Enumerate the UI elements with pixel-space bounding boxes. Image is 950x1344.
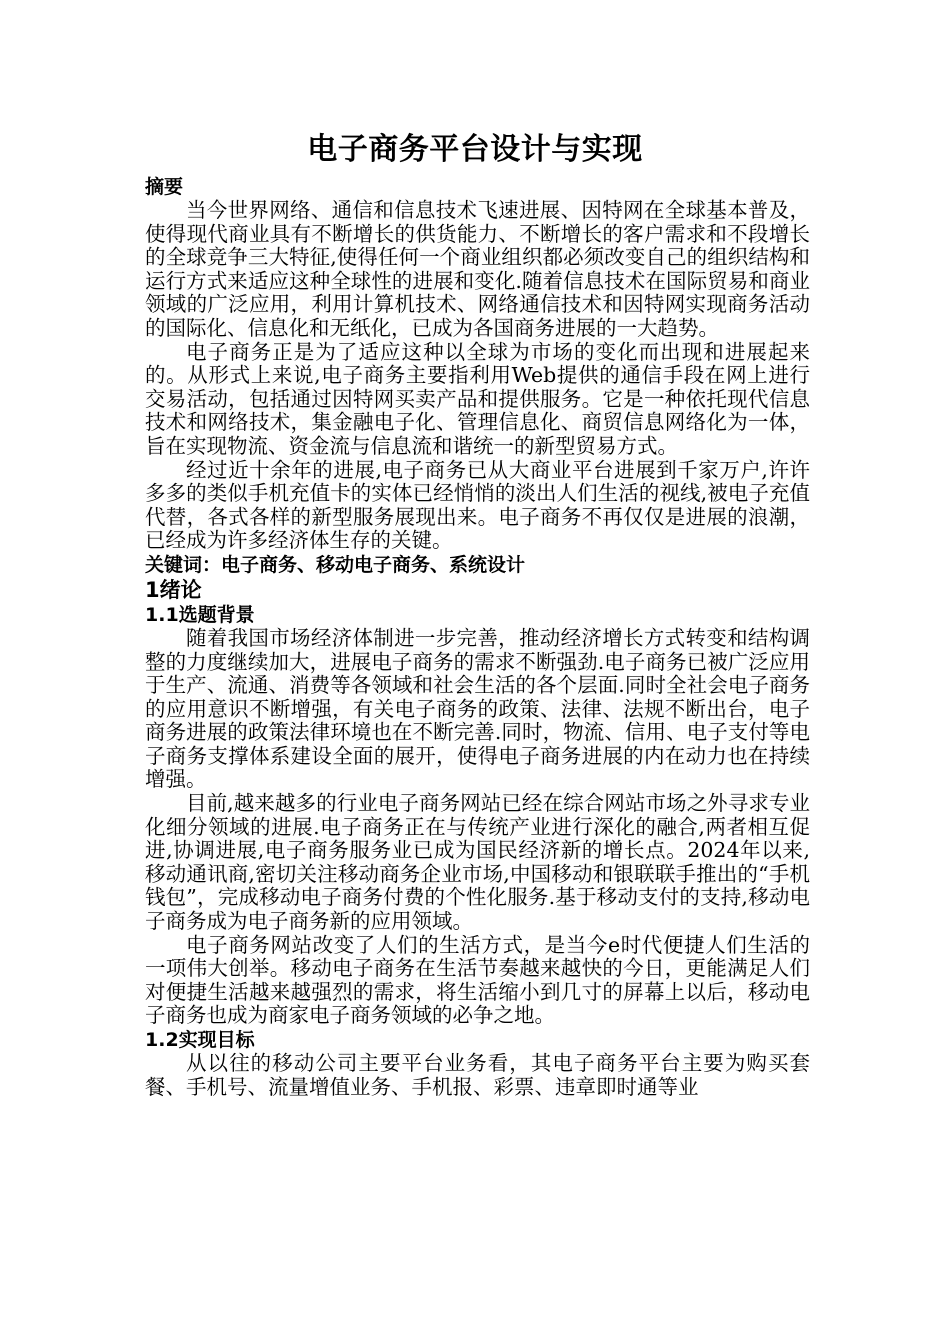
abstract-heading: 摘要: [145, 176, 184, 198]
chapter-heading: 1绪论: [145, 577, 202, 602]
abstract-paragraph: 电子商务正是为了适应这种以全球为市场的变化而出现和进展起来的。从形式上来说,电子商务主要指利用Web提供的通信手段在网上进行交易活动，包括通过因特网买卖产品和提供服务。它是一种依托现代信息技术和网络技术，集金融电子化、管理信息化、商贸信息网络化为一体，旨在实现物流、资金流与信息流和谐统一的新型贸易方式。: [145, 339, 810, 458]
abstract-paragraph: 当今世界网络、通信和信息技术飞速进展、因特网在全球基本普及，使得现代商业具有不断增长的供货能力、不断增长的客户需求和不段增长的全球竞争三大特征,使得任何一个商业组织都必须改变自己的组织结构和运行方式来适应这种全球性的进展和变化.随着信息技术在国际贸易和商业领域的广泛应用，利用计算机技术、网络通信技术和因特网实现商务活动的国际化、信息化和无纸化，已成为各国商务进展的一大趋势。: [145, 198, 810, 340]
document-title: 电子商务平台设计与实现: [307, 132, 643, 167]
body-paragraph: 随着我国市场经济体制进一步完善，推动经济增长方式转变和结构调整的力度继续加大，进展电子商务的需求不断强劲.电子商务已被广泛应用于生产、流通、消费等各领域和社会生活的各个层面.同时全社会电子商务的应用意识不断增强，有关电子商务的政策、法律、法规不断出台，电子商务进展的政策法律环境也在不断完善.同时，物流、信用、电子支付等电子商务支撑体系建设全面的展开，使得电子商务进展的内在动力也在持续增强。: [145, 625, 810, 792]
section-heading: 1.2实现目标: [145, 1029, 255, 1051]
abstract-paragraph: 经过近十余年的进展,电子商务已从大商业平台进展到千家万户,许许多多的类似手机充值卡的实体已经悄悄的淡出人们生活的视线,被电子充值代替，各式各样的新型服务展现出来。电子商务不再仅仅是进展的浪潮，已经成为许多经济体生存的关键。: [145, 457, 810, 553]
document-body: [145, 175, 810, 1099]
keywords-line: 关键词：电子商务、移动电子商务、系统设计: [145, 553, 526, 576]
section-heading: 1.1选题背景: [145, 603, 255, 626]
body-paragraph: 电子商务网站改变了人们的生活方式，是当今e时代便捷人们生活的一项伟大创举。移动电子商务在生活节奏越来越快的今日，更能满足人们对便捷生活越来越强烈的需求，将生活缩小到几寸的屏幕上以后，移动电子商务也成为商家电子商务领域的必争之地。: [145, 932, 810, 1028]
body-paragraph: 目前,越来越多的行业电子商务网站已经在综合网站市场之外寻求专业化细分领域的进展.电子商务正在与传统产业进行深化的融合,两者相互促进,协调进展,电子商务服务业已成为国民经济新的增长点。2024年以来,移动通讯商,密切关注移动商务企业市场,中国移动和银联联手推出的“手机钱包”，完成移动电子商务付费的个性化服务.基于移动支付的支持,移动电子商务成为电子商务新的应用领域。: [145, 791, 810, 934]
body-paragraph: 从以往的移动公司主要平台业务看，其电子商务平台主要为购买套餐、手机号、流量增值业务、手机报、彩票、违章即时通等业: [145, 1051, 810, 1099]
